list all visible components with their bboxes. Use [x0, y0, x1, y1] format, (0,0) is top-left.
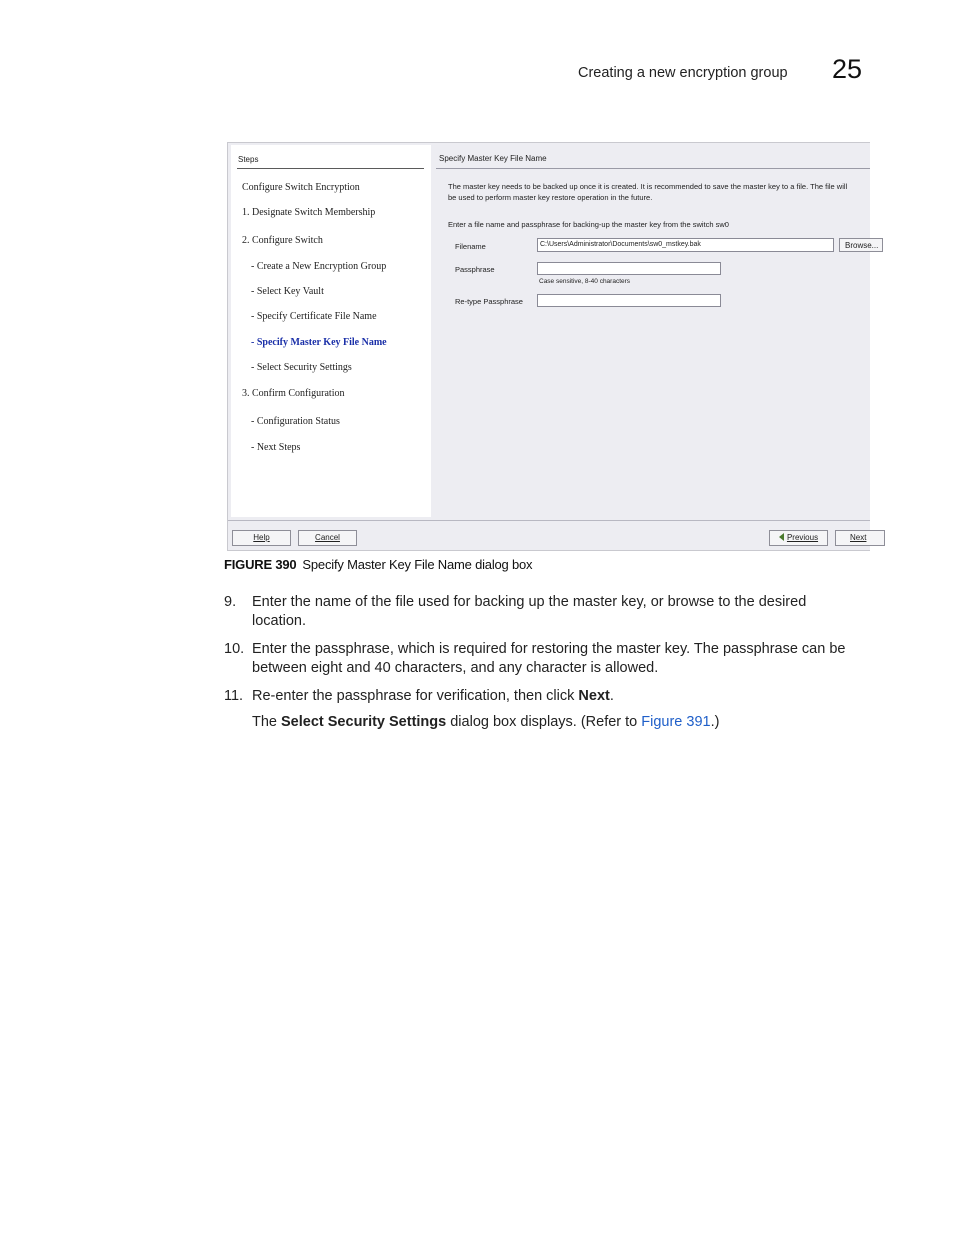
retype-passphrase-label: Re-type Passphrase [455, 297, 523, 306]
result-text: The [252, 714, 282, 730]
panel-description [448, 181, 888, 203]
step-text [252, 687, 862, 706]
step-item[interactable]: 1. Designate Switch Membership [242, 207, 376, 218]
previous-button[interactable] [769, 530, 828, 546]
next-emphasis: Next [578, 688, 610, 704]
list-item [224, 640, 864, 678]
step-item[interactable]: - Configuration Status [251, 416, 340, 427]
previous-arrow-icon [779, 533, 784, 541]
browse-button[interactable]: Browse... [839, 238, 883, 252]
step-item[interactable]: - Select Security Settings [251, 362, 352, 373]
steps-divider [237, 168, 424, 169]
list-item [224, 593, 864, 631]
help-button-label: Help [253, 533, 270, 542]
step-item[interactable]: 2. Configure Switch [242, 235, 323, 246]
step-item[interactable]: - Create a New Encryption Group [251, 261, 387, 272]
step-item[interactable]: Configure Switch Encryption [242, 182, 360, 193]
step-item[interactable]: - Select Key Vault [251, 286, 324, 297]
select-security-settings-emphasis: Select Security Settings [281, 714, 447, 730]
next-button[interactable] [835, 530, 885, 546]
panel-divider [436, 168, 870, 169]
passphrase-input[interactable] [537, 262, 721, 275]
step-number: 10. [224, 641, 245, 657]
dialog-screenshot [227, 142, 879, 551]
result-text: .) [710, 714, 720, 730]
retype-passphrase-input[interactable] [537, 294, 721, 307]
section-title: Creating a new encryption group [578, 65, 788, 81]
step-text-part: . [609, 688, 614, 704]
passphrase-label: Passphrase [455, 265, 495, 274]
step-item-active[interactable]: - Specify Master Key File Name [251, 337, 387, 348]
step-text: Enter the passphrase, which is required for restoring the master key. The passphrase can be between eight and 40 characters, and any character is allowed. [252, 641, 846, 676]
figure-label: FIGURE 390 [224, 557, 297, 572]
description-line: The master key needs to be backed up once it is created. It is recommended to save the master key to a file. The file will [448, 182, 848, 191]
previous-button-label: Previous [786, 533, 819, 542]
steps-title: Steps [238, 155, 259, 164]
steps-panel [231, 145, 431, 517]
filename-input[interactable]: C:\Users\Administrator\Documents\sw0_mstkey.bak [537, 238, 834, 252]
filename-label: Filename [455, 242, 486, 251]
result-text: dialog box displays. (Refer to [446, 714, 642, 730]
panel-instruction: Enter a file name and passphrase for backing-up the master key from the switch sw0 [448, 220, 729, 229]
step-number: 9. [224, 594, 237, 610]
step-number: 11. [224, 688, 244, 704]
next-button-label: Next [850, 533, 867, 542]
chapter-number: 25 [832, 54, 863, 84]
cancel-button[interactable] [298, 530, 357, 546]
step-text-part: Re-enter the passphrase for verification, then click [252, 688, 579, 704]
cancel-button-label: Cancel [315, 533, 340, 542]
passphrase-hint: Case sensitive, 8-40 characters [539, 278, 631, 285]
result-paragraph [252, 714, 719, 730]
figure-caption-text: Specify Master Key File Name dialog box [302, 557, 533, 572]
list-item [224, 687, 864, 706]
help-button[interactable] [232, 530, 291, 546]
description-line: be used to perform master key restore operation in the future. [448, 193, 653, 202]
step-item[interactable]: - Next Steps [251, 442, 301, 453]
figure-391-link[interactable]: Figure 391 [641, 714, 711, 730]
panel-title: Specify Master Key File Name [439, 154, 547, 163]
figure-caption [224, 557, 532, 572]
button-bar-divider [228, 520, 870, 521]
step-item[interactable]: 3. Confirm Configuration [242, 388, 345, 399]
step-text: Enter the name of the file used for backing up the master key, or browse to the desired location. [252, 594, 807, 629]
step-item[interactable]: - Specify Certificate File Name [251, 311, 377, 322]
